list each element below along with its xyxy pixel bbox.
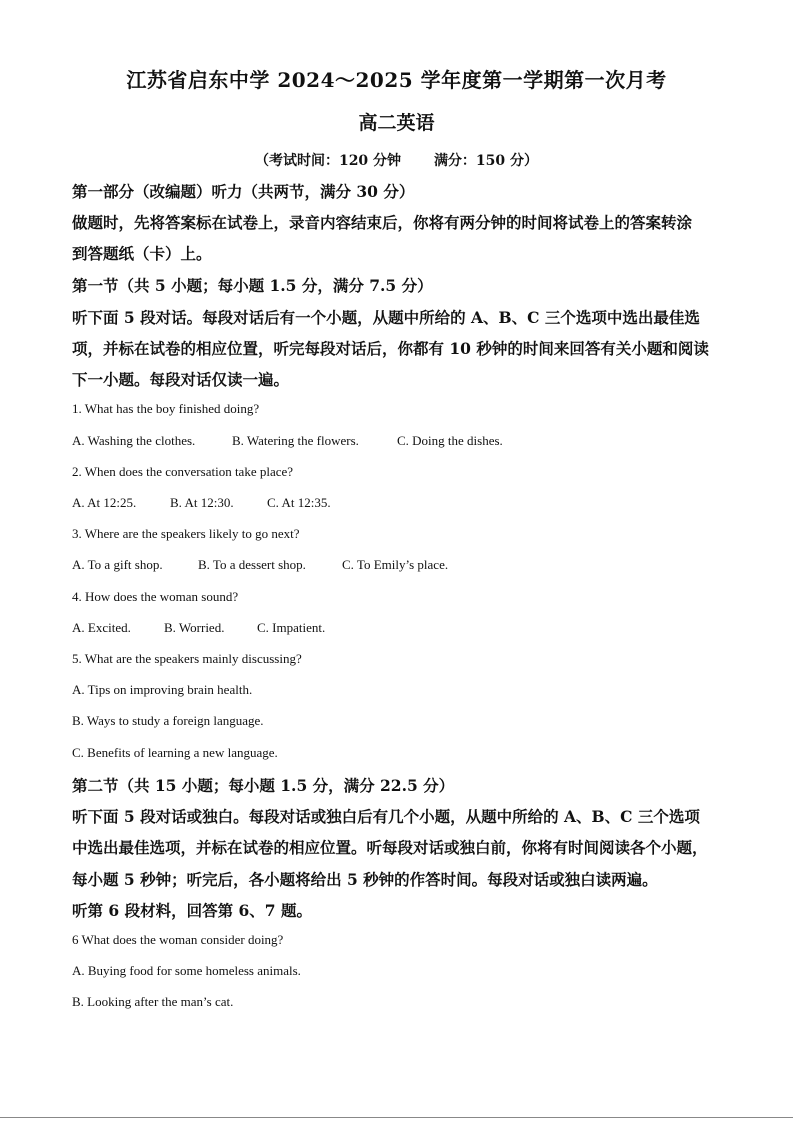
option-c: C. Impatient. (257, 620, 326, 635)
option-a: A. At 12:25. (72, 495, 137, 510)
option-b: B. Looking after the man’s cat. (72, 994, 234, 1009)
option-b: B. Ways to study a foreign language. (72, 713, 264, 728)
option-a: A. Buying food for some homeless animals. (72, 963, 301, 978)
exam-meta (0, 150, 793, 170)
section1-instruction-line: 项，并标在试卷的相应位置，听完每段对话后，你都有 10 秒钟的时间来回答有关小题和阅读 (72, 339, 709, 358)
exam-time: （考试时间：120 分钟 (254, 153, 402, 169)
question-1: 1. What has the boy finished doing? (72, 401, 260, 416)
option-c: C. Benefits of learning a new language. (72, 745, 278, 760)
section1-instruction-line: 听下面 5 段对话。每段对话后有一个小题，从题中所给的 A、B、C 三个选项中选出最佳选 (72, 308, 700, 327)
part1-instruction-line: 做题时，先将答案标在试卷上，录音内容结束后，你将有两分钟的时间将试卷上的答案转涂 (72, 213, 693, 232)
page-bottom-divider (0, 1117, 793, 1118)
option-b: B. At 12:30. (170, 495, 234, 510)
question-5: 5. What are the speakers mainly discussing? (72, 651, 302, 666)
question-1-options (72, 433, 503, 449)
section2-heading: 第二节（共 15 小题；每小题 1.5 分，满分 22.5 分） (72, 776, 455, 795)
option-b: B. To a dessert shop. (198, 557, 306, 572)
exam-subject: 高二英语 (358, 112, 435, 134)
question-2: 2. When does the conversation take place? (72, 464, 294, 479)
option-b: B. Watering the flowers. (232, 433, 359, 448)
option-a: A. Washing the clothes. (72, 433, 196, 448)
section1-instruction-line: 下一小题。每段对话仅读一遍。 (72, 370, 290, 389)
question-4: 4. How does the woman sound? (72, 589, 239, 604)
option-a: A. Tips on improving brain health. (72, 682, 253, 697)
section2-instruction-line: 听下面 5 段对话或独白。每段对话或独白后有几个小题，从题中所给的 A、B、C 三个选项 (72, 807, 700, 826)
option-a: A. Excited. (72, 620, 131, 635)
section1-heading: 第一节（共 5 小题；每小题 1.5 分，满分 7.5 分） (72, 276, 433, 295)
part1-heading: 第一部分（改编题）听力（共两节，满分 30 分） (72, 182, 415, 201)
section2-instruction-line: 中选出最佳选项，并标在试卷的相应位置。听每段对话或独白前，你将有时间阅读各个小题， (72, 838, 708, 857)
option-c: C. To Emily’s place. (342, 557, 449, 572)
question-3: 3. Where are the speakers likely to go next? (72, 526, 300, 541)
option-c: C. At 12:35. (267, 495, 331, 510)
material-heading: 听第 6 段材料，回答第 6、7 题。 (72, 901, 312, 920)
question-4-options (72, 620, 325, 636)
question-6: 6 What does the woman consider doing? (72, 932, 284, 947)
option-c: C. Doing the dishes. (397, 433, 503, 448)
section2-instruction-line: 每小题 5 秒钟；听完后，各小题将给出 5 秒钟的作答时间。每段对话或独白读两遍。 (72, 870, 658, 889)
question-3-options (72, 557, 448, 573)
exam-title: 江苏省启东中学 2024～2025 学年度第一学期第一次月考 (126, 68, 667, 92)
option-a: A. To a gift shop. (72, 557, 163, 572)
question-2-options (72, 495, 331, 511)
option-b: B. Worried. (164, 620, 225, 635)
part1-instruction-line: 到答题纸（卡）上。 (72, 244, 212, 263)
exam-score: 满分：150 分） (433, 153, 539, 169)
